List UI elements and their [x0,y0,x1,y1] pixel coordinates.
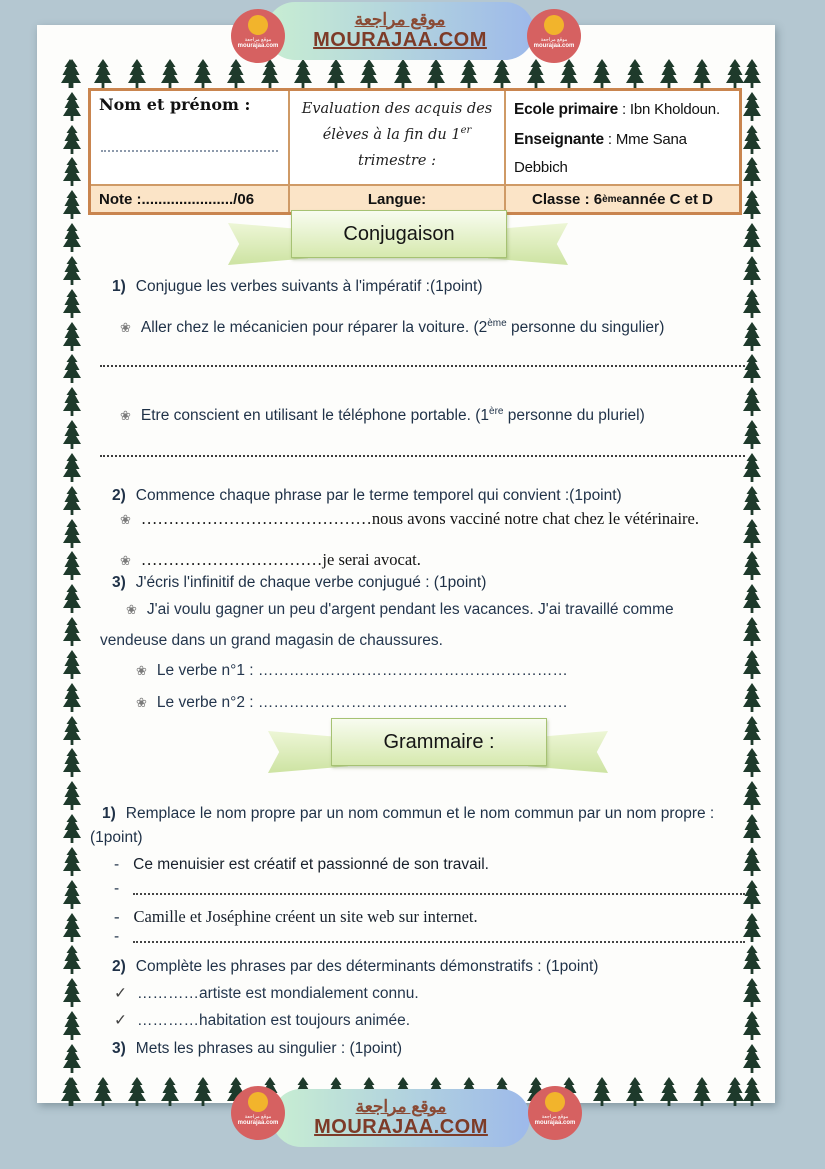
logo-domain-text: mourajaa.com [534,1120,576,1126]
name-write-line [101,130,278,152]
flower-bullet-icon: ❀ [120,513,131,529]
footer-site-banner [272,1089,530,1147]
conjugaison-section [100,276,745,714]
grammaire-ribbon [268,718,608,780]
flower-bullet-icon: ❀ [120,409,131,425]
evaluation-title-end: trimestre : [357,152,436,169]
tree-icon [62,189,82,219]
tree-icon [62,977,82,1007]
bullet-text: ……………………………………nous avons vacciné notre chat chez le vétérinaire. [140,509,699,529]
mourajaa-logo [527,9,581,63]
dash-bullet: - [114,880,120,897]
tree-icon [742,747,762,777]
classe-label-end: année C et D [622,190,713,208]
name-label: Nom et prénom : [99,95,251,114]
flower-bullet-icon: ❀ [136,696,147,712]
tree-icon [742,912,762,942]
tree-icon [742,58,762,88]
bullet-text: ……………………………je serai avocat. [140,550,421,570]
tree-icon [526,58,546,88]
header-site-banner [266,2,534,60]
tree-icon [62,879,82,909]
tree-border-left [62,58,82,1106]
tree-icon [62,222,82,252]
question-number: 3) [112,1040,126,1057]
answer-dotted-line [100,363,745,367]
tree-icon [742,846,762,876]
langue-label: Langue: [367,190,427,208]
tree-icon [625,1076,645,1106]
tree-icon [127,58,147,88]
logo-arabic-text: موقع مراجعة [541,1114,569,1120]
tree-icon [62,353,82,383]
tree-icon [62,288,82,318]
tree-icon [62,715,82,745]
question-number: 1) [102,805,116,822]
tree-icon [62,616,82,646]
answer-dash-dotted-line [100,880,745,900]
grammaire-section-title: Grammaire : [331,718,547,766]
tree-icon [62,485,82,515]
question-line [100,485,745,506]
evaluation-cell [288,91,504,184]
check-icon: ✓ [114,984,127,1002]
tree-icon [742,616,762,646]
conjugaison-ribbon [228,210,568,272]
check-text: …………artiste est mondialement connu. [137,985,419,1002]
bullet-text: Aller chez le mécanicien pour réparer la voiture. (2 [140,319,488,337]
question-text: Mets les phrases au singulier : (1point) [135,1040,403,1057]
tree-icon [742,222,762,252]
tree-icon [592,58,612,88]
dash-text: Ce menuisier est créatif et passionné de son travail. [133,856,489,873]
answer-dash-dotted-line [100,928,745,948]
bullet-text-end: personne du pluriel) [503,407,645,425]
name-write-line [101,170,278,184]
bullet-text: J'ai voulu gagner un peu d'argent pendant les vacances. J'ai travaillé comme vendeuse dans un grand magasin de chaussures. [100,601,674,650]
question-text: J'écris l'infinitif de chaque verbe conjugué : (1point) [135,574,487,592]
tree-icon [359,58,379,88]
site-arabic-link[interactable]: موقع مراجعة [355,1096,447,1116]
note-label: Note :....................../06 [99,190,255,208]
tree-icon [62,58,82,88]
bullet-line [100,692,745,714]
logo-icon [248,1092,268,1112]
question-text: Commence chaque phrase par le terme temporel qui convient :(1point) [135,487,622,505]
langue-cell [288,184,504,212]
tree-icon [62,321,82,351]
tree-icon [742,944,762,974]
tree-icon [742,288,762,318]
grammaire-section [90,802,745,1060]
logo-arabic-text: موقع مراجعة [540,37,568,43]
question-text: Complète les phrases par des déterminants démonstratifs : (1point) [135,958,599,975]
tree-icon [193,58,213,88]
tree-icon [742,1043,762,1073]
logo-icon [544,15,564,35]
tree-icon [742,879,762,909]
question-number: 1) [112,278,126,295]
logo-domain-text: mourajaa.com [237,43,279,49]
note-cell [91,184,288,212]
question-number: 2) [112,958,126,975]
logo-arabic-text: موقع مراجعة [244,1114,272,1120]
tree-icon [62,386,82,416]
bullet-line [100,549,745,572]
tree-icon [492,58,512,88]
tree-icon [742,518,762,548]
exam-info-table [88,88,742,215]
flower-bullet-icon: ❀ [126,603,137,619]
question-number: 2) [112,487,126,505]
tree-icon [742,91,762,121]
tree-icon [62,124,82,154]
teacher-label: Enseignante [514,130,604,148]
tree-icon [127,1076,147,1106]
tree-icon [62,912,82,942]
tree-icon [742,715,762,745]
tree-icon [62,1043,82,1073]
tree-icon [393,58,413,88]
evaluation-title: Evaluation des acquis des élèves à la fin du 1 [301,101,493,144]
dotted-fill [133,941,745,943]
tree-icon [742,550,762,580]
question-line [100,572,745,593]
tree-icon [62,780,82,810]
bullet-text: Le verbe n°1 : …………………………………………………… [156,662,568,680]
question-line [100,956,745,978]
tree-icon [742,353,762,383]
school-label: Ecole primaire [514,101,619,118]
check-line [100,982,745,1005]
flower-bullet-icon: ❀ [136,664,147,680]
flower-bullet-icon: ❀ [120,321,131,337]
flower-bullet-icon: ❀ [120,554,131,570]
tree-border-top [60,58,745,88]
tree-icon [742,386,762,416]
mourajaa-logo [528,1086,582,1140]
tree-icon [93,1076,113,1106]
mourajaa-logo [231,1086,285,1140]
tree-icon [742,189,762,219]
dash-line [100,854,745,876]
logo-icon [545,1092,565,1112]
dash-bullet: - [114,928,120,945]
answer-dotted-line [100,453,745,457]
site-arabic-link[interactable]: موقع مراجعة [354,9,446,29]
evaluation-sup: er [460,125,472,137]
conjugaison-section-title: Conjugaison [291,210,507,258]
tree-icon [62,944,82,974]
check-icon: ✓ [114,1011,127,1029]
question-line [90,802,745,850]
dotted-fill [133,893,745,895]
tree-icon [692,58,712,88]
tree-icon [62,846,82,876]
question-text: Remplace le nom propre par un nom commun et le nom commun par un nom propre : (1point) [90,805,715,846]
bullet-line [100,595,745,656]
site-domain-link[interactable]: MOURAJAA.COM [314,1116,488,1139]
tree-icon [62,452,82,482]
tree-icon [226,58,246,88]
bullet-line [100,401,745,427]
question-text: Conjugue les verbes suivants à l'impératif :(1point) [135,278,483,295]
tree-icon [742,977,762,1007]
bullet-text: Le verbe n°2 : …………………………………………………… [156,694,568,712]
tree-icon [559,58,579,88]
tree-icon [659,58,679,88]
bullet-sup: ère [489,406,504,418]
logo-domain-text: mourajaa.com [533,43,575,49]
tree-icon [742,649,762,679]
tree-icon [160,58,180,88]
mourajaa-logo [231,9,285,63]
bullet-line [100,660,745,682]
bullet-line [100,508,745,531]
check-line [100,1009,745,1032]
dash-bullet: - [114,907,120,926]
bullet-sup: ème [487,318,507,329]
logo-domain-text: mourajaa.com [237,1120,279,1126]
tree-icon [293,58,313,88]
classe-cell [504,184,739,212]
tree-border-right [742,58,762,1106]
bullet-text: Etre conscient en utilisant le téléphone portable. (1 [140,407,490,425]
tree-icon [62,747,82,777]
question-number: 3) [112,574,126,592]
tree-icon [62,682,82,712]
bullet-text-end: personne du singulier) [506,319,665,337]
tree-icon [742,813,762,843]
tree-icon [62,583,82,613]
tree-icon [62,813,82,843]
tree-icon [62,649,82,679]
check-text: …………habitation est toujours animée. [137,1012,411,1029]
question-line [100,1038,745,1060]
dash-bullet: - [114,856,120,873]
question-line [100,276,745,297]
school-cell [504,91,739,184]
tree-icon [742,419,762,449]
name-cell [91,91,288,184]
site-domain-link[interactable]: MOURAJAA.COM [313,29,487,52]
tree-icon [742,1076,762,1106]
classe-label: Classe : 6 [532,190,603,208]
tree-icon [62,419,82,449]
tree-icon [193,1076,213,1106]
tree-icon [692,1076,712,1106]
tree-icon [742,321,762,351]
tree-icon [160,1076,180,1106]
tree-icon [742,255,762,285]
dash-line [100,906,745,928]
bullet-line [100,313,745,339]
tree-icon [742,124,762,154]
tree-icon [62,1010,82,1040]
tree-icon [326,58,346,88]
school-value: : Ibn Kholdoun. [618,101,720,118]
teacher-value: : Mme Sana Debbich [514,130,687,176]
tree-icon [742,1010,762,1040]
tree-icon [62,255,82,285]
tree-icon [742,583,762,613]
tree-icon [625,58,645,88]
tree-icon [742,485,762,515]
logo-icon [248,15,268,35]
tree-icon [62,550,82,580]
tree-icon [62,518,82,548]
tree-icon [742,780,762,810]
tree-icon [62,1076,82,1106]
tree-icon [742,156,762,186]
tree-icon [62,156,82,186]
tree-icon [459,58,479,88]
classe-sup: ème [602,193,623,205]
tree-icon [742,452,762,482]
dash-text: Camille et Joséphine créent un site web sur internet. [133,907,478,926]
tree-icon [592,1076,612,1106]
logo-arabic-text: موقع مراجعة [244,37,272,43]
tree-icon [426,58,446,88]
tree-icon [93,58,113,88]
tree-icon [62,91,82,121]
tree-icon [659,1076,679,1106]
tree-icon [742,682,762,712]
